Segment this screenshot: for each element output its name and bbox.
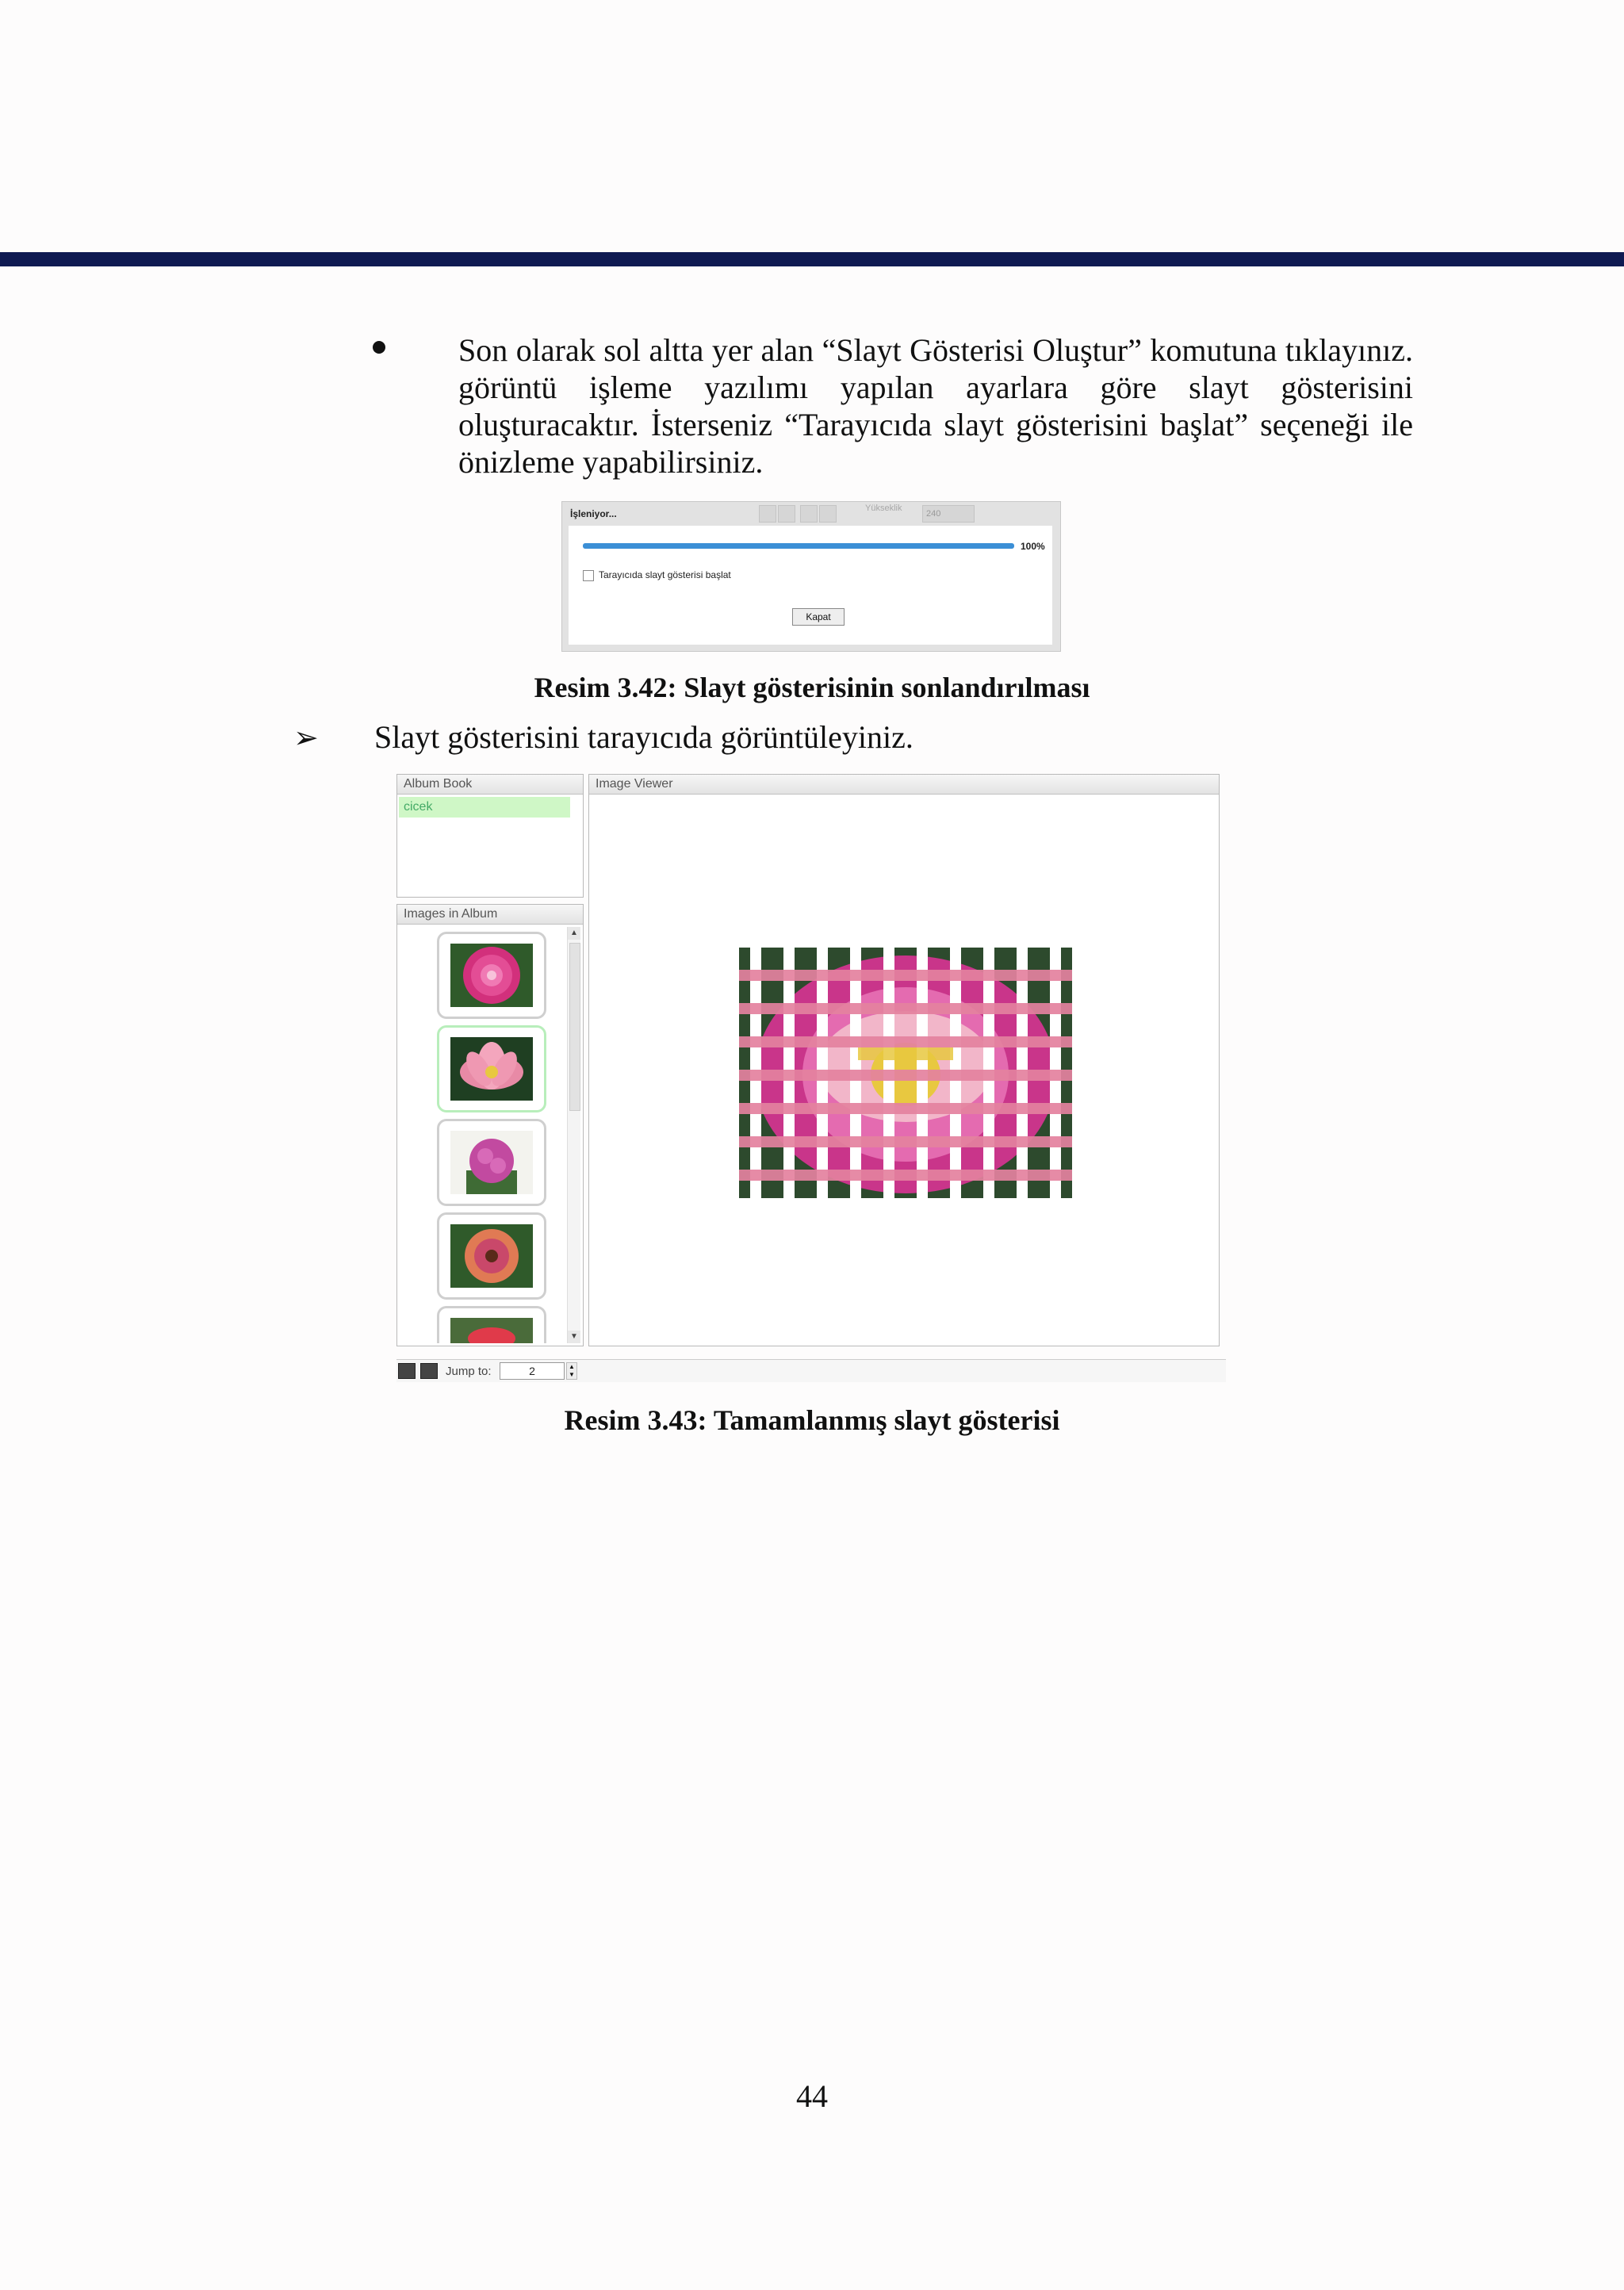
image-viewer-title: Image Viewer <box>589 775 1219 795</box>
close-button[interactable]: Kapat <box>792 608 845 626</box>
dahlia-flower-image <box>450 944 533 1007</box>
header-bar <box>0 252 1624 266</box>
thumbnail-red[interactable] <box>437 1306 546 1343</box>
dialog-title: İşleniyor... <box>570 508 617 519</box>
thumbnail-gerbera[interactable] <box>437 1212 546 1300</box>
stop-button[interactable] <box>420 1363 438 1379</box>
progress-bar <box>583 543 1014 549</box>
figure1-caption: Resim 3.42: Slayt gösterisinin sonlandırılması <box>534 672 1090 703</box>
bg-up-button <box>800 505 818 523</box>
bg-down-button <box>819 505 837 523</box>
images-in-album-title: Images in Album <box>397 905 583 925</box>
bg-height-label: Yükseklik <box>865 504 902 513</box>
pink-cluster-flower-image <box>450 1131 533 1194</box>
slideshow-screenshot <box>396 774 1226 1381</box>
page-number: 44 <box>796 2078 828 2114</box>
bg-remove-button <box>778 505 795 523</box>
start-in-browser-label: Tarayıcıda slayt gösterisi başlat <box>599 569 731 580</box>
dialog-body <box>569 526 1052 645</box>
thumbnail-pink-cluster[interactable] <box>437 1119 546 1206</box>
jump-to-stepper[interactable]: ▲ ▼ <box>566 1362 577 1380</box>
processing-dialog-screenshot <box>561 501 1061 652</box>
step1-paragraph: Son olarak sol altta yer alan “Slayt Gösterisi Oluştur” komutuna tıklayınız. görüntü işleme yazılımı yapılan ayarlara göre slayt gösterisini oluşturacaktır. İsterseniz “Tarayıcıda slayt gösterisini başlat” seçeneği ile önizleme yapabilirsiniz. <box>458 332 1413 480</box>
scrollbar-thumb[interactable] <box>569 943 580 1111</box>
bg-add-button <box>759 505 776 523</box>
thumbnail-lotus[interactable] <box>437 1025 546 1112</box>
scroll-up-icon[interactable]: ▲ <box>568 927 580 940</box>
bg-height-field: 240 <box>922 505 975 523</box>
album-book-panel <box>396 774 584 898</box>
lotus-flower-image <box>450 1037 533 1101</box>
album-book-title: Album Book <box>397 775 583 795</box>
thumbnail-scrollbar[interactable] <box>567 927 580 1343</box>
figure2-caption: Resim 3.43: Tamamlanmış slayt gösterisi <box>564 1404 1060 1436</box>
progress-percent: 100% <box>1021 541 1045 552</box>
jump-to-label: Jump to: <box>446 1365 492 1378</box>
bullet-dot-icon <box>373 341 385 354</box>
thumbnail-dahlia[interactable] <box>437 932 546 1019</box>
play-button[interactable] <box>398 1363 416 1379</box>
slideshow-controls <box>396 1359 1226 1382</box>
album-item-cicek[interactable]: cicek <box>399 797 570 818</box>
step2-text: Slayt gösterisini tarayıcıda görüntüleyiniz. <box>374 719 914 755</box>
red-flower-image <box>450 1318 533 1343</box>
image-viewer-panel <box>588 774 1220 1346</box>
start-in-browser-checkbox[interactable] <box>583 570 594 581</box>
slideshow-transition-image <box>739 948 1072 1198</box>
gerbera-flower-image <box>450 1224 533 1288</box>
arrow-bullet-icon: ➢ <box>293 722 319 755</box>
jump-to-input[interactable]: 2 <box>500 1362 565 1380</box>
scroll-down-icon[interactable]: ▼ <box>568 1331 580 1343</box>
images-in-album-panel <box>396 904 584 1346</box>
